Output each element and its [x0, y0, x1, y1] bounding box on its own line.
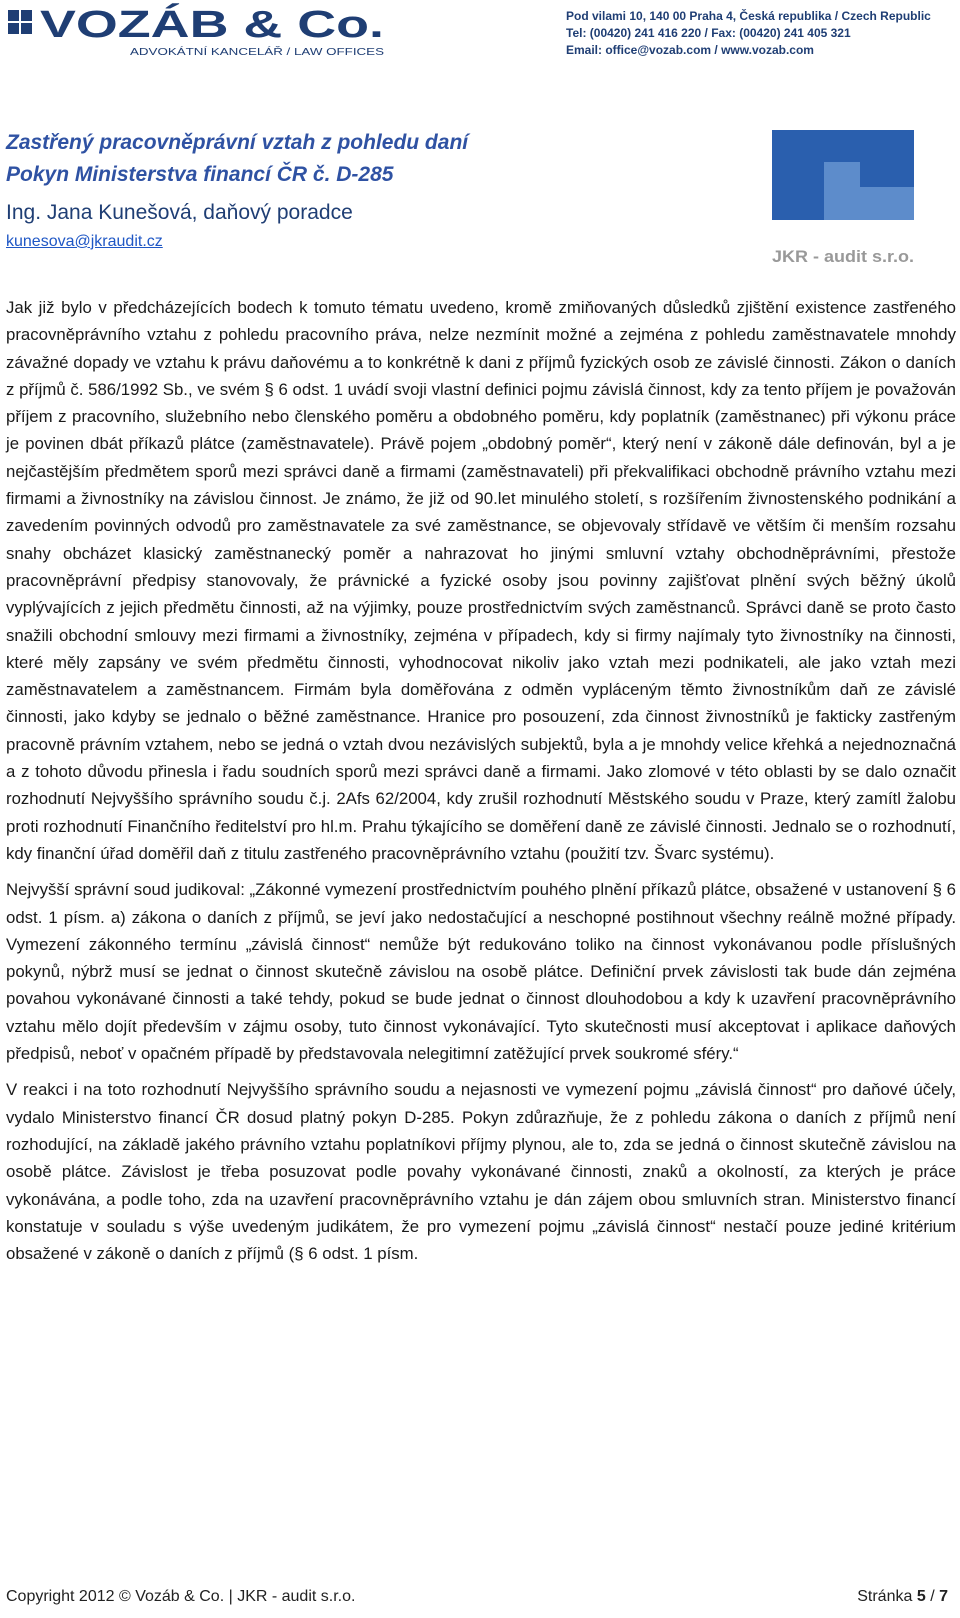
- article-subtitle: Pokyn Ministerstva financí ČR č. D-285: [6, 163, 394, 186]
- jkr-logo-text: JKR - audit s.r.o.: [772, 247, 914, 266]
- paragraph-3: V reakci i na toto rozhodnutí Nejvyššího správního soudu a nejasnosti ve vymezení pojmu „závislá činnost“ pro daňové účely, vydalo Ministerstvo financí ČR dosud platný pokyn D-285. Pokyn zdůrazňuje, že z pohledu zákona o daních z příjmů není rozhodující, na základě jakého právního vztahu poplatníkovi příjmy plynou, ale to, zda se jedná o činnost skutečně závislou na osobě plátce. Závislost je třeba posuzovat podle povahy vykonávané činnosti, znaků a okolností, za kterých je práce vykonávána, a podle toho, zda na uzavření pracovněprávního vztahu je dán zájem obou smluvních stran. Ministerstvo financí konstatuje v souladu s výše uvedeným judikátem, že pro vymezení pojmu „závislá činnost“ nestačí pouze jediné kritérium obsažené v zákoně o daních z příjmů (§ 6 odst. 1 písm.: [6, 1080, 956, 1264]
- footer-page-number: [857, 1588, 948, 1606]
- email-web: Email: office@vozab.com / www.vozab.com: [566, 43, 814, 57]
- jkr-audit-logo: [772, 130, 942, 280]
- contact-info: [566, 8, 956, 59]
- paragraph-2: Nejvyšší správní soud judikoval: „Zákonné vymezení prostřednictvím pouhého plnění příkazů plátce, obsažené v ustanovení § 6 odst. 1 písm. a) zákona o daních z příjmů, se jeví jako nedostačující a neschopné postihnout všechny reálně možné případy. Vymezení zákonného termínu „závislá činnost“ nemůže být redukováno toliko na činnost vykonávanou podle příslušných pokynů, nýbrž musí se jednat o činnost skutečně závislou na osobě plátce. Definiční prvek závislosti tak bude dán zejména povahou vykonávané činnosti a také tehdy, pokud se bude jednat o činnost dlouhodobou a kdy k uzavření pracovněprávního vztahu mělo dojít především v zájmu osoby, tuto činnost vykonávající. Tyto skutečnosti musí akceptovat i aplikace daňových předpisů, neboť v opačném případě by představovala nelegitimní zatěžující prvek soukromé sféry.“: [6, 880, 956, 1064]
- page-label: Stránka: [857, 1588, 913, 1605]
- article-header: [6, 127, 746, 251]
- phone-fax: Tel: (00420) 241 416 220 / Fax: (00420) 241 405 321: [566, 26, 851, 40]
- footer-copyright: Copyright 2012 © Vozáb & Co. | JKR - audit s.r.o.: [6, 1588, 356, 1605]
- article-body: [6, 294, 956, 1276]
- article-title: Zastřený pracovněprávní vztah z pohledu daní: [6, 131, 469, 154]
- author-name: Ing. Jana Kunešová, daňový poradce: [6, 201, 353, 224]
- jkr-logo-mark-icon: [772, 130, 914, 220]
- address: Pod vilami 10, 140 00 Praha 4, Česká republika / Czech Republic: [566, 9, 931, 23]
- page-separator: /: [930, 1588, 935, 1605]
- firm-name: VOZÁB & Co.: [40, 4, 283, 46]
- logo-mark-icon: [8, 10, 32, 34]
- page-total: 7: [939, 1588, 948, 1605]
- paragraph-1: Jak již bylo v předcházejících bodech k tomuto tématu uvedeno, kromě zmiňovaných důsledků zjištění existence zastřeného pracovněprávního vztahu z pohledu pracovního práva, nelze nezmínit možné a zejména z pohledu zaměstnavatele mnohdy závažné dopady ve vztahu k právu daňovému a to konkrétně k dani z příjmů fyzických osob ze závislé činnosti. Zákon o daních z příjmů č. 586/1992 Sb., ve svém § 6 odst. 1 uvádí svoji vlastní definici pojmu závislá činnost, kdy za tento příjem je považován příjem z pracovního, služebního nebo členského poměru a obdobného poměru, kdy poplatník (zaměstnanec) při výkonu práce je povinen dbát příkazů plátce (zaměstnavatele). Právě pojem „obdobný poměr“, který není v zákoně dále definován, byl a je nejčastějším předmětem sporů mezi správci daně a firmami (zaměstnavateli) při překvalifikaci obchodně právního vztahu mezi firmami a živnostníky na závislou činnost. Je známo, že již od 90.let minulého století, s rozšířením živnostenského podnikání a zavedením povinných odvodů pro zaměstnavatele za své zaměstnance, se objevovaly střídavě ve větším či menším rozsahu snahy obcházet klasický zaměstnanecký poměr a nahrazovat ho jinými smluvní vztahy obchodněprávními, přestože pracovněprávní předpisy stanovovaly, že právnické a fyzické osoby jsou povinny zajišťovat plnění svých běžný úkolů vyplývajících z jejich předmětu činnosti, až na výjimky, pouze prostřednictvím svých zaměstnanců. Správci daně se proto často snažili obchodní smlouvy mezi firmami a živnostníky, zejména v případech, kdy si firmy najímaly tyto živnostníky na činnosti, které měly zapsány ve svém předmětu činnosti, vyhodnocovat nikoliv jako vztah mezi podnikateli, ale jako vztah mezi zaměstnavatelem a zaměstnancem. Firmám byla doměřována z odměn vypláceným těmto živnostníkům daň ze závislé činnosti, jako kdyby se jednalo o běžné zaměstnance. Hranice pro posouzení, zda činnost živnostníků je fakticky zastřeným pracovně právním vztahem, nebo se jedná o vztah dvou nezávislých subjektů, byla a je mnohdy velice křehká a nejednoznačná a z tohoto důvodu přinesla i řadu soudních sporů mezi správci daně a firmami. Jako zlomové v této oblasti by se dalo označit rozhodnutí Nejvyššího správního soudu č.j. 2Afs 62/2004, kdy zrušil rozhodnutí Městského soudu v Praze, který zamítl žalobu proti rozhodnutí Finančního ředitelství pro hl.m. Prahu týkajícího se doměření daně ze závislé činnosti. Jednalo se o rozhodnutí, kdy finanční úřad doměřil daň z titulu zastřeného pracovněprávního vztahu (použití tzv. Švarc systému).: [6, 298, 956, 863]
- firm-subtitle: ADVOKÁTNÍ KANCELÁŘ / LAW OFFICES: [130, 46, 330, 58]
- page-current: 5: [916, 1588, 926, 1605]
- author-email-link[interactable]: kunesova@jkraudit.cz: [6, 233, 163, 250]
- vozab-logo: [6, 2, 406, 60]
